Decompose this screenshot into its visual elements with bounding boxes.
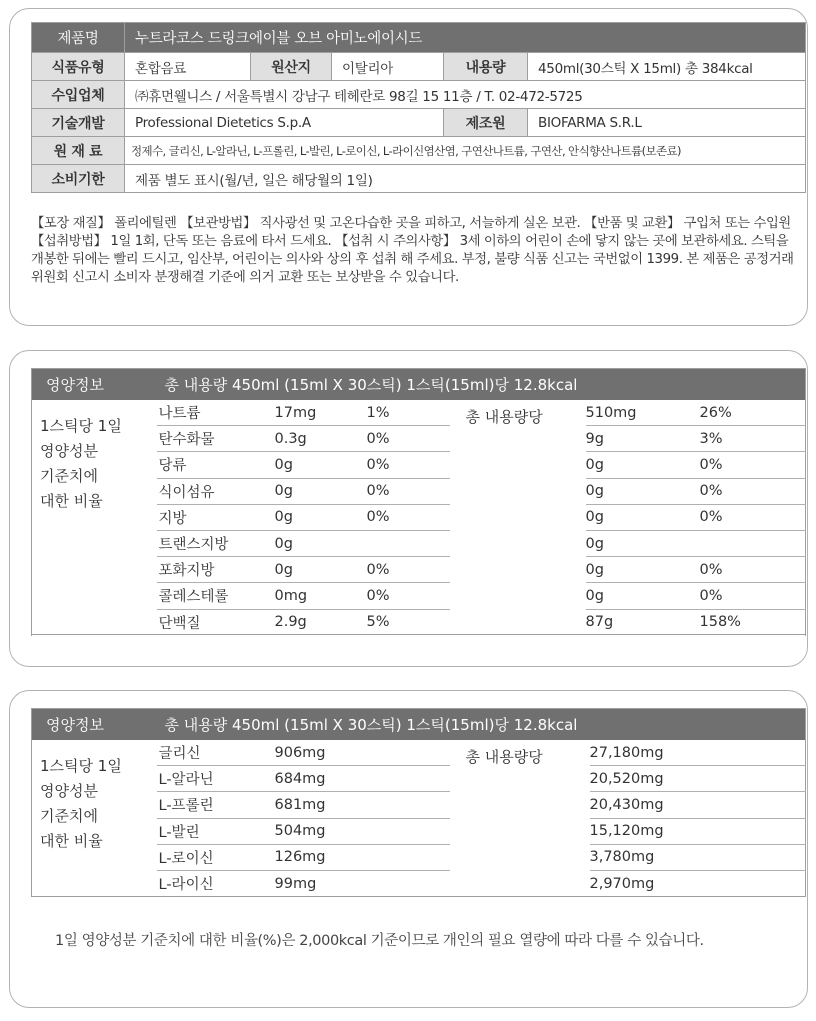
product-name-value: 누트라코스 드링크에이블 오브 아미노에이시드 [125,23,806,53]
tech-value: Professional Dietetics S.p.A [125,109,444,137]
nutrient-total-amount: 87g [585,614,614,631]
amino-name: L-발린 [157,818,275,844]
amino-header: 총 내용량 450ml (15ml X 30스틱) 1스틱(15ml)당 12.8kcal [157,709,806,741]
amino-name: L-프롤린 [157,792,275,818]
amino-amount: 906mg [275,740,450,766]
nutrient-amount: 0g [275,530,367,556]
nutrient-name: 당류 [157,452,275,478]
nutrient-percent [367,530,450,556]
tech-row [32,109,806,137]
nutrient-name: 지방 [157,504,275,530]
amino-total-amount: 20,520mg [590,766,806,792]
amino-card [9,690,808,1008]
nutrient-amount: 0mg [275,583,367,609]
nutrient-total-percent: 0% [700,452,806,478]
food-type-value: 혼합음료 [125,53,251,81]
amino-name: 글리신 [157,740,275,766]
nutrient-total-percent: 0% [700,583,806,609]
origin-value: 이탈리아 [332,53,444,81]
nutrient-total-percent: 26% [700,400,806,426]
nutrient-percent: 0% [367,452,450,478]
origin-label: 원산지 [251,53,332,81]
expiry-row [32,165,806,193]
nutrition-title: 영양정보 [32,369,157,401]
product-notice-text: 【포장 재질】 폴리에틸렌 【보관방법】 직사광선 및 고온다습한 곳을 피하고, 서늘하게 실온 보관. 【반품 및 교환】 구입처 또는 수입원 【섭취방법】 1일 1회, 단독 또는 음료에 타서 드세요. 【섭취 시 주의사항】 3세 이하의 어린이 손에 닿지 않는 곳에 보관하세요. 스틱을 개봉한 뒤에는 빨리 드시고, 임산부, 어린이는 의사와 상의 후 섭취 해 주세요. 부정, 불량 식품 신고는 국번없이 1399. 본 제품은 공정거래 위원회 신고시 소비자 분쟁해결 기준에 의거 교환 또는 보상받을 수 있습니다. [31,216,794,285]
nutrient-total-amount: 9g [586,426,700,452]
nutrition-card [9,350,808,667]
nutrient-total-amount: 0g [586,530,700,556]
amino-total-amount: 27,180mg [590,740,806,766]
nutrient-total-amount: 0g [586,478,700,504]
importer-value: ㈜휴먼웰니스 / 서울특별시 강남구 테헤란로 98길 15 11층 / T. 02-472-5725 [125,81,806,109]
amino-total-amount: 2,970mg [589,875,655,892]
nutrition-row [32,400,806,426]
nutrient-total-percent: 3% [700,426,806,452]
amino-name: L-라이신 [158,877,214,894]
nutrient-amount: 17mg [275,400,367,426]
nutrient-percent: 0% [367,583,450,609]
amino-side-line: 대한 비율 [40,832,103,850]
amino-amount: 504mg [275,818,450,844]
amino-side-line: 1스틱당 1일 [40,757,122,775]
ingredients-row [32,137,806,165]
nutrient-amount: 0g [275,452,367,478]
amino-amount: 681mg [275,792,450,818]
ingredients-label: 원 재 료 [32,137,125,165]
nutrient-amount: 0g [275,478,367,504]
food-type-label: 식품유형 [32,53,125,81]
product-info-table [31,22,806,193]
amino-row [32,740,806,766]
nutrition-side-line: 영양성분 [40,442,98,460]
amino-name: L-알라닌 [157,766,275,792]
nutrient-percent: 0% [367,504,450,530]
nutrient-total-amount: 0g [586,557,700,583]
nutrient-total-percent: 0% [700,478,806,504]
nutrient-percent: 1% [367,400,450,426]
amino-total-label: 총 내용량당 [465,748,543,766]
product-name-row [32,23,806,53]
volume-value: 450ml(30스틱 X 15ml) 총 384kcal [528,53,806,81]
nutrient-name: 포화지방 [157,557,275,583]
amino-footnote: 1일 영양성분 기준치에 대한 비율(%)은 2,000kcal 기준이므로 개인의 필요 열량에 따라 다를 수 있습니다. [55,933,704,949]
nutrient-name: 식이섬유 [157,478,275,504]
amino-side-line: 기준치에 [40,807,98,825]
product-info-card [9,8,808,326]
amino-total-amount: 3,780mg [590,844,806,870]
nutrient-total-amount: 0g [586,504,700,530]
nutrient-percent: 0% [367,557,450,583]
nutrient-amount: 2.9g [274,614,307,631]
nutrition-header: 총 내용량 450ml (15ml X 30스틱) 1스틱(15ml)당 12.8kcal [157,369,806,401]
product-name-label: 제품명 [32,23,125,53]
nutrient-percent: 5% [366,614,390,631]
maker-value: BIOFARMA S.R.L [528,109,806,137]
nutrition-total-label: 총 내용량당 [465,408,543,426]
nutrient-percent: 0% [367,478,450,504]
nutrient-total-percent: 0% [700,557,806,583]
nutrient-total-amount: 510mg [586,400,700,426]
volume-label: 내용량 [444,53,528,81]
nutrition-side-line: 기준치에 [40,467,98,485]
nutrient-amount: 0.3g [275,426,367,452]
nutrition-side-line: 1스틱당 1일 [40,417,122,435]
product-type-row [32,53,806,81]
nutrient-total-amount: 0g [586,583,700,609]
nutrient-total-percent [700,530,806,556]
nutrient-name: 트랜스지방 [157,530,275,556]
amino-total-amount: 15,120mg [590,818,806,844]
amino-title: 영양정보 [32,709,157,741]
nutrient-total-percent: 0% [700,504,806,530]
amino-name: L-로이신 [157,844,275,870]
tech-label: 기술개발 [32,109,125,137]
ingredients-value: 정제수, 글리신, L-알라닌, L-프롤린, L-발린, L-로이신, L-라이신염산염, 구연산나트륨, 구연산, 안식향산나트륨(보존료) [125,137,806,165]
nutrient-amount: 0g [275,504,367,530]
amino-amount: 99mg [274,875,317,892]
maker-label: 제조원 [444,109,528,137]
amino-total-amount: 20,430mg [590,792,806,818]
amino-table [31,708,806,897]
amino-amount: 126mg [275,844,450,870]
importer-label: 수입업체 [32,81,125,109]
nutrient-name: 탄수화물 [157,426,275,452]
amino-header-row [32,709,806,741]
nutrient-amount: 0g [275,557,367,583]
nutrition-header-row [32,369,806,401]
amino-side-line: 영양성분 [40,782,98,800]
nutrition-table [31,368,806,635]
amino-amount: 684mg [275,766,450,792]
nutrient-total-amount: 0g [586,452,700,478]
nutrient-name: 단백질 [158,615,201,632]
nutrient-name: 나트륨 [157,400,275,426]
nutrient-total-percent: 158% [699,614,741,631]
amino-side-label [32,740,157,896]
importer-row [32,81,806,109]
nutrition-side-line: 대한 비율 [40,492,103,510]
expiry-label: 소비기한 [32,165,125,193]
nutrition-side-label [32,400,157,635]
expiry-value: 제품 별도 표시(월/년, 일은 해당월의 1일) [125,165,806,193]
nutrient-percent: 0% [367,426,450,452]
nutrient-name: 콜레스테롤 [157,583,275,609]
